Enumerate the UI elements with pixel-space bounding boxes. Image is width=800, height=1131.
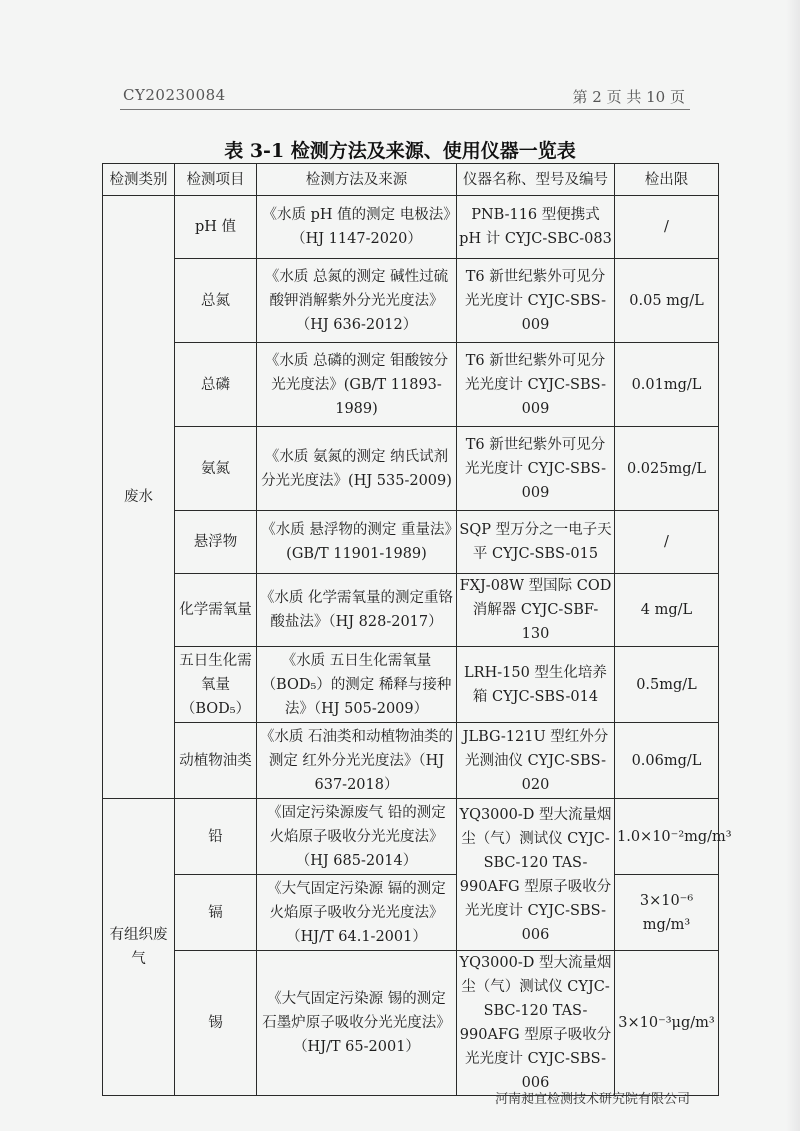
limit-cell: 3×10⁻³μg/m³ — [615, 951, 719, 1096]
item-cell: 动植物油类 — [175, 723, 257, 799]
method-cell: 《水质 悬浮物的测定 重量法》(GB/T 11901-1989) — [257, 511, 457, 574]
instrument-cell: T6 新世纪紫外可见分光光度计 CYJC-SBS-009 — [457, 343, 615, 427]
item-cell: 镉 — [175, 875, 257, 951]
table-row — [103, 951, 719, 1096]
table-row — [103, 723, 719, 799]
item-cell: 锡 — [175, 951, 257, 1096]
method-cell: 《水质 pH 值的测定 电极法》（HJ 1147-2020） — [257, 196, 457, 259]
limit-cell: 1.0×10⁻²mg/m³ — [615, 799, 719, 875]
column-header: 检测类别 — [103, 164, 175, 196]
method-cell: 《大气固定污染源 锡的测定 石墨炉原子吸收分光光度法》（HJ/T 65-2001） — [257, 951, 457, 1096]
item-cell: 总氮 — [175, 259, 257, 343]
limit-cell: 0.01mg/L — [615, 343, 719, 427]
category-cell: 废水 — [103, 196, 175, 799]
limit-cell: / — [615, 511, 719, 574]
table-row — [103, 427, 719, 511]
item-cell: 化学需氧量 — [175, 574, 257, 647]
limit-cell: 0.025mg/L — [615, 427, 719, 511]
limit-cell: / — [615, 196, 719, 259]
page-number: 第 2 页 共 10 页 — [572, 88, 685, 106]
limit-cell: 0.06mg/L — [615, 723, 719, 799]
method-cell: 《水质 五日生化需氧量（BOD₅）的测定 稀释与接种法》（HJ 505-2009） — [257, 647, 457, 723]
issuing-organization: 河南昶宜检测技术研究院有限公司 — [494, 1092, 690, 1107]
limit-cell: 4 mg/L — [615, 574, 719, 647]
instrument-cell: JLBG-121U 型红外分光测油仪 CYJC-SBS-020 — [457, 723, 615, 799]
instrument-cell: YQ3000-D 型大流量烟尘（气）测试仪 CYJC-SBC-120 TAS-990AFG 型原子吸收分光光度计 CYJC-SBS-006 — [457, 799, 615, 951]
instrument-cell: SQP 型万分之一电子天平 CYJC-SBS-015 — [457, 511, 615, 574]
method-cell: 《水质 化学需氧量的测定重铬酸盐法》（HJ 828-2017） — [257, 574, 457, 647]
table-row — [103, 259, 719, 343]
method-cell: 《水质 总氮的测定 碱性过硫酸钾消解紫外分光光度法》（HJ 636-2012） — [257, 259, 457, 343]
item-cell: pH 值 — [175, 196, 257, 259]
report-number: CY20230084 — [123, 86, 226, 104]
method-cell: 《水质 总磷的测定 钼酸铵分光光度法》(GB/T 11893-1989) — [257, 343, 457, 427]
column-header: 仪器名称、型号及编号 — [457, 164, 615, 196]
page-edge-shadow — [786, 0, 800, 1131]
instrument-cell: T6 新世纪紫外可见分光光度计 CYJC-SBS-009 — [457, 259, 615, 343]
column-header: 检出限 — [615, 164, 719, 196]
instrument-cell: PNB-116 型便携式 pH 计 CYJC-SBC-083 — [457, 196, 615, 259]
item-cell: 悬浮物 — [175, 511, 257, 574]
table-title: 表 3-1 检测方法及来源、使用仪器一览表 — [224, 140, 576, 162]
method-cell: 《水质 氨氮的测定 纳氏试剂分光光度法》(HJ 535-2009) — [257, 427, 457, 511]
instrument-cell: FXJ-08W 型国际 COD 消解器 CYJC-SBF-130 — [457, 574, 615, 647]
instrument-cell: YQ3000-D 型大流量烟尘（气）测试仪 CYJC-SBC-120 TAS-990AFG 型原子吸收分光光度计 CYJC-SBS-006 — [457, 951, 615, 1096]
table-row — [103, 196, 719, 259]
column-header: 检测项目 — [175, 164, 257, 196]
header-divider — [120, 109, 690, 110]
table-header-row — [103, 164, 719, 196]
column-header: 检测方法及来源 — [257, 164, 457, 196]
table-row — [103, 343, 719, 427]
limit-cell: 0.5mg/L — [615, 647, 719, 723]
instrument-cell: LRH-150 型生化培养箱 CYJC-SBS-014 — [457, 647, 615, 723]
category-cell: 有组织废气 — [103, 799, 175, 1096]
limit-cell: 3×10⁻⁶ mg/m³ — [615, 875, 719, 951]
table-row — [103, 799, 719, 875]
item-cell: 五日生化需氧量（BOD₅） — [175, 647, 257, 723]
method-cell: 《大气固定污染源 镉的测定 火焰原子吸收分光光度法》（HJ/T 64.1-2001） — [257, 875, 457, 951]
method-cell: 《固定污染源废气 铅的测定 火焰原子吸收分光光度法》（HJ 685-2014） — [257, 799, 457, 875]
table-row — [103, 875, 719, 951]
method-instrument-table — [102, 163, 732, 1096]
instrument-cell: T6 新世纪紫外可见分光光度计 CYJC-SBS-009 — [457, 427, 615, 511]
table-row — [103, 511, 719, 574]
method-cell: 《水质 石油类和动植物油类的测定 红外分光光度法》（HJ 637-2018） — [257, 723, 457, 799]
limit-cell: 0.05 mg/L — [615, 259, 719, 343]
item-cell: 总磷 — [175, 343, 257, 427]
item-cell: 铅 — [175, 799, 257, 875]
item-cell: 氨氮 — [175, 427, 257, 511]
table-row — [103, 574, 719, 647]
table-row — [103, 647, 719, 723]
